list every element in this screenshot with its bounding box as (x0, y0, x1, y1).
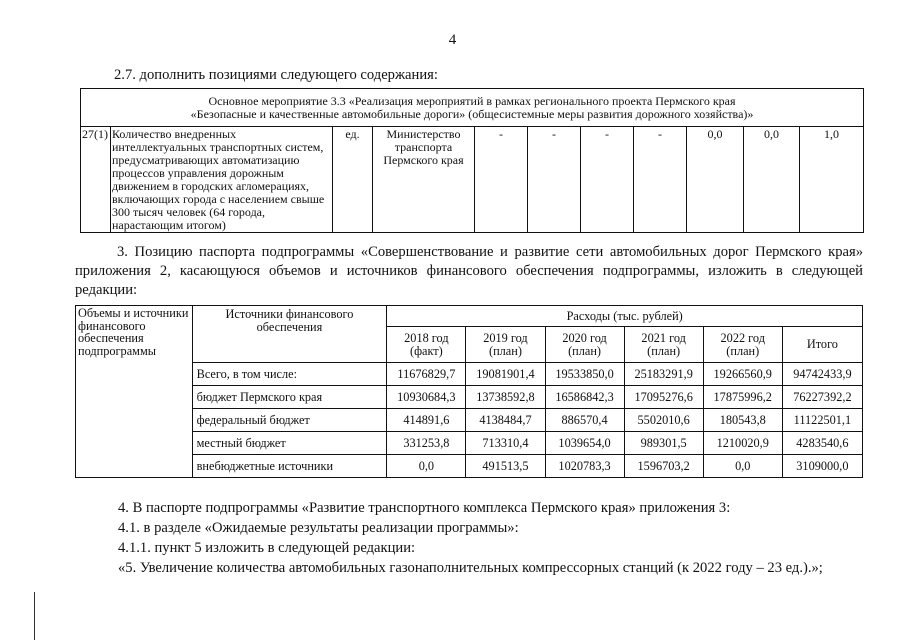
cell-value: 0,0 (703, 455, 782, 478)
cell-value: 1210020,9 (703, 432, 782, 455)
table-row (76, 455, 863, 478)
sources-header: Источники финансового обеспечения (192, 306, 387, 363)
item-4-1-1: 4.1.1. пункт 5 изложить в следующей редакции: (118, 540, 416, 556)
cell-value: 76227392,2 (782, 386, 862, 409)
cell-value: 886570,4 (545, 409, 624, 432)
expenses-header: Расходы (тыс. рублей) (387, 306, 863, 327)
row-value-6: 0,0 (744, 127, 800, 233)
year-header: 2018 год (факт) (387, 327, 466, 363)
cell-value: 414891,6 (387, 409, 466, 432)
year-header: 2021 год (план) (624, 327, 703, 363)
table-row (76, 386, 863, 409)
row-value-3: - (581, 127, 634, 233)
row-value-5: 0,0 (687, 127, 744, 233)
cell-value: 17095276,6 (624, 386, 703, 409)
row-value-7: 1,0 (800, 127, 864, 233)
cell-value: 1020783,3 (545, 455, 624, 478)
cell-value: 5502010,6 (624, 409, 703, 432)
item-2-7: 2.7. дополнить позициями следующего содержания: (114, 67, 438, 83)
item-3: 3. Позицию паспорта подпрограммы «Совершенствование и развитие сети автомобильных дорог Пермского края» приложения 2, касающуюся объемов и источников финансового обеспечения подпрограммы, изложить в следующей редакции: (75, 244, 863, 298)
cell-value: 11676829,7 (387, 363, 466, 386)
year-header: 2020 год (план) (545, 327, 624, 363)
financing-label: Объемы и источники финансового обеспечения подпрограммы (76, 306, 193, 478)
cell-value: 180543,8 (703, 409, 782, 432)
row-unit: ед. (333, 127, 373, 233)
cell-value: 4138484,7 (466, 409, 545, 432)
cell-value: 989301,5 (624, 432, 703, 455)
cell-value: 1039654,0 (545, 432, 624, 455)
event-header-line2: «Безопасные и качественные автомобильные дороги» (общесистемные меры развития дорожного хозяйства)» (190, 107, 754, 121)
cell-value: 491513,5 (466, 455, 545, 478)
cell-value: 17875996,2 (703, 386, 782, 409)
table-row (81, 127, 864, 233)
source-name: Всего, в том числе: (192, 363, 387, 386)
cell-value: 3109000,0 (782, 455, 862, 478)
cell-value: 1596703,2 (624, 455, 703, 478)
item-4-1: 4.1. в разделе «Ожидаемые результаты реализации программы»: (118, 520, 519, 536)
table-row (76, 363, 863, 386)
row-description: Количество внедренных интеллектуальных транспортных систем, предусматривающих автоматизацию процессов управления дорожным движением в городских агломерациях, включающих города с населением свыше 300 тысяч человек (64 города, нарастающим итогом) (111, 127, 333, 233)
item-5-text: «5. Увеличение количества автомобильных газонаполнительных компрессорных станций (к 2022 году – 23 ед.).»; (118, 560, 823, 576)
row-value-1: - (475, 127, 528, 233)
year-header: 2022 год (план) (703, 327, 782, 363)
year-header: 2019 год (план) (466, 327, 545, 363)
row-responsible: Министерство транспорта Пермского края (373, 127, 475, 233)
financing-table (75, 305, 863, 478)
cell-value: 94742433,9 (782, 363, 862, 386)
table-row (76, 409, 863, 432)
source-name: внебюджетные источники (192, 455, 387, 478)
page-number: 4 (448, 32, 457, 48)
source-name: бюджет Пермского края (192, 386, 387, 409)
cell-value: 4283540,6 (782, 432, 862, 455)
events-table (80, 88, 864, 233)
row-value-2: - (528, 127, 581, 233)
cell-value: 19266560,9 (703, 363, 782, 386)
cell-value: 19081901,4 (466, 363, 545, 386)
cell-value: 331253,8 (387, 432, 466, 455)
cell-value: 13738592,8 (466, 386, 545, 409)
cell-value: 11122501,1 (782, 409, 862, 432)
source-name: местный бюджет (192, 432, 387, 455)
row-number: 27(1) (81, 127, 111, 233)
cell-value: 19533850,0 (545, 363, 624, 386)
total-header: Итого (782, 327, 862, 363)
item-4: 4. В паспорте подпрограммы «Развитие транспортного комплекса Пермского края» приложения 3: (118, 500, 731, 516)
cell-value: 16586842,3 (545, 386, 624, 409)
cell-value: 25183291,9 (624, 363, 703, 386)
cell-value: 713310,4 (466, 432, 545, 455)
scan-edge-line (34, 592, 35, 640)
cell-value: 10930684,3 (387, 386, 466, 409)
row-value-4: - (634, 127, 687, 233)
event-header (81, 89, 864, 127)
source-name: федеральный бюджет (192, 409, 387, 432)
table-row (76, 432, 863, 455)
event-header-line1: Основное мероприятие 3.3 «Реализация мероприятий в рамках регионального проекта Пермского края (208, 94, 736, 108)
cell-value: 0,0 (387, 455, 466, 478)
